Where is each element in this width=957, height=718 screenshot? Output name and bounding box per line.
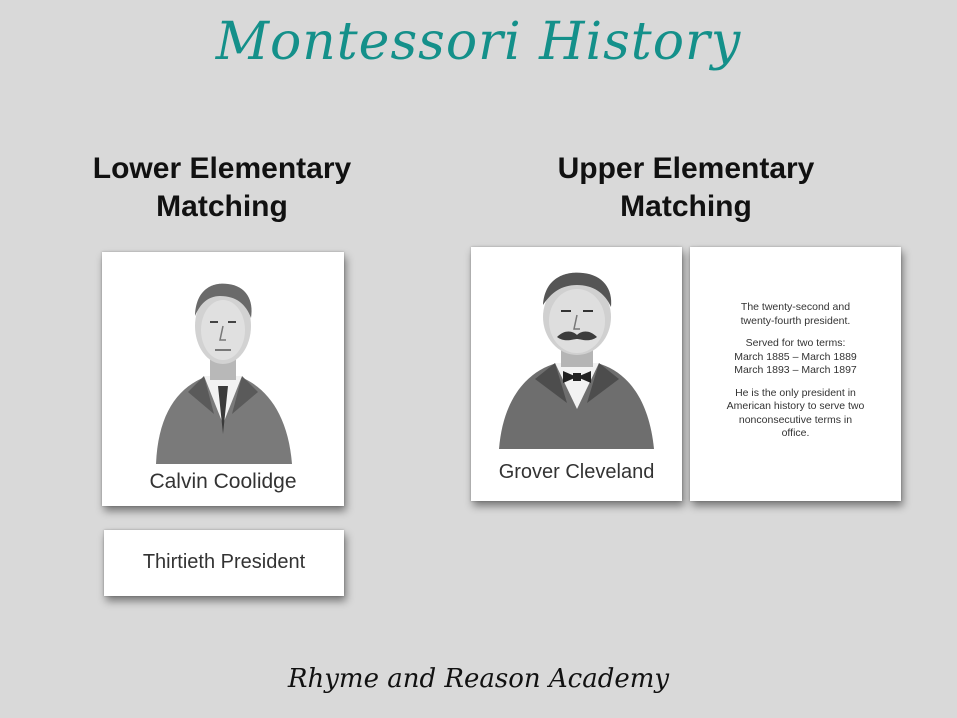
label-card (104, 530, 344, 596)
desc-line: twenty-fourth president. (740, 314, 851, 327)
page-title: Montessori History (215, 12, 742, 72)
desc-line: nonconsecutive terms in (738, 413, 853, 426)
coolidge-portrait-card (102, 252, 344, 506)
cleveland-name-caption: Grover Cleveland (498, 461, 655, 483)
description-text (702, 301, 889, 450)
desc-line: office. (781, 427, 810, 439)
desc-line: March 1885 – March 1889 (734, 350, 857, 363)
desc-line: Served for two terms: (745, 337, 846, 349)
upper-elementary-heading (536, 150, 836, 226)
lower-heading-line1: Lower Elementary (92, 152, 352, 185)
desc-line: The twenty-second and (740, 301, 851, 313)
cleveland-portrait-illustration (499, 259, 654, 449)
cleveland-description-card (690, 247, 901, 501)
upper-heading-line1: Upper Elementary (557, 152, 815, 185)
label-card-text: Thirtieth President (142, 551, 306, 573)
desc-line: He is the only president in (735, 386, 856, 399)
coolidge-portrait-illustration (148, 264, 298, 464)
desc-line: American history to serve two (726, 400, 865, 412)
upper-heading-line2: Matching (620, 190, 752, 223)
footer-brand: Rhyme and Reason Academy (287, 664, 670, 694)
coolidge-name-caption: Calvin Coolidge (149, 470, 297, 493)
desc-line: March 1893 – March 1897 (734, 364, 857, 376)
lower-elementary-heading (72, 150, 372, 226)
lower-heading-line2: Matching (156, 190, 288, 223)
cleveland-portrait-card (471, 247, 682, 501)
